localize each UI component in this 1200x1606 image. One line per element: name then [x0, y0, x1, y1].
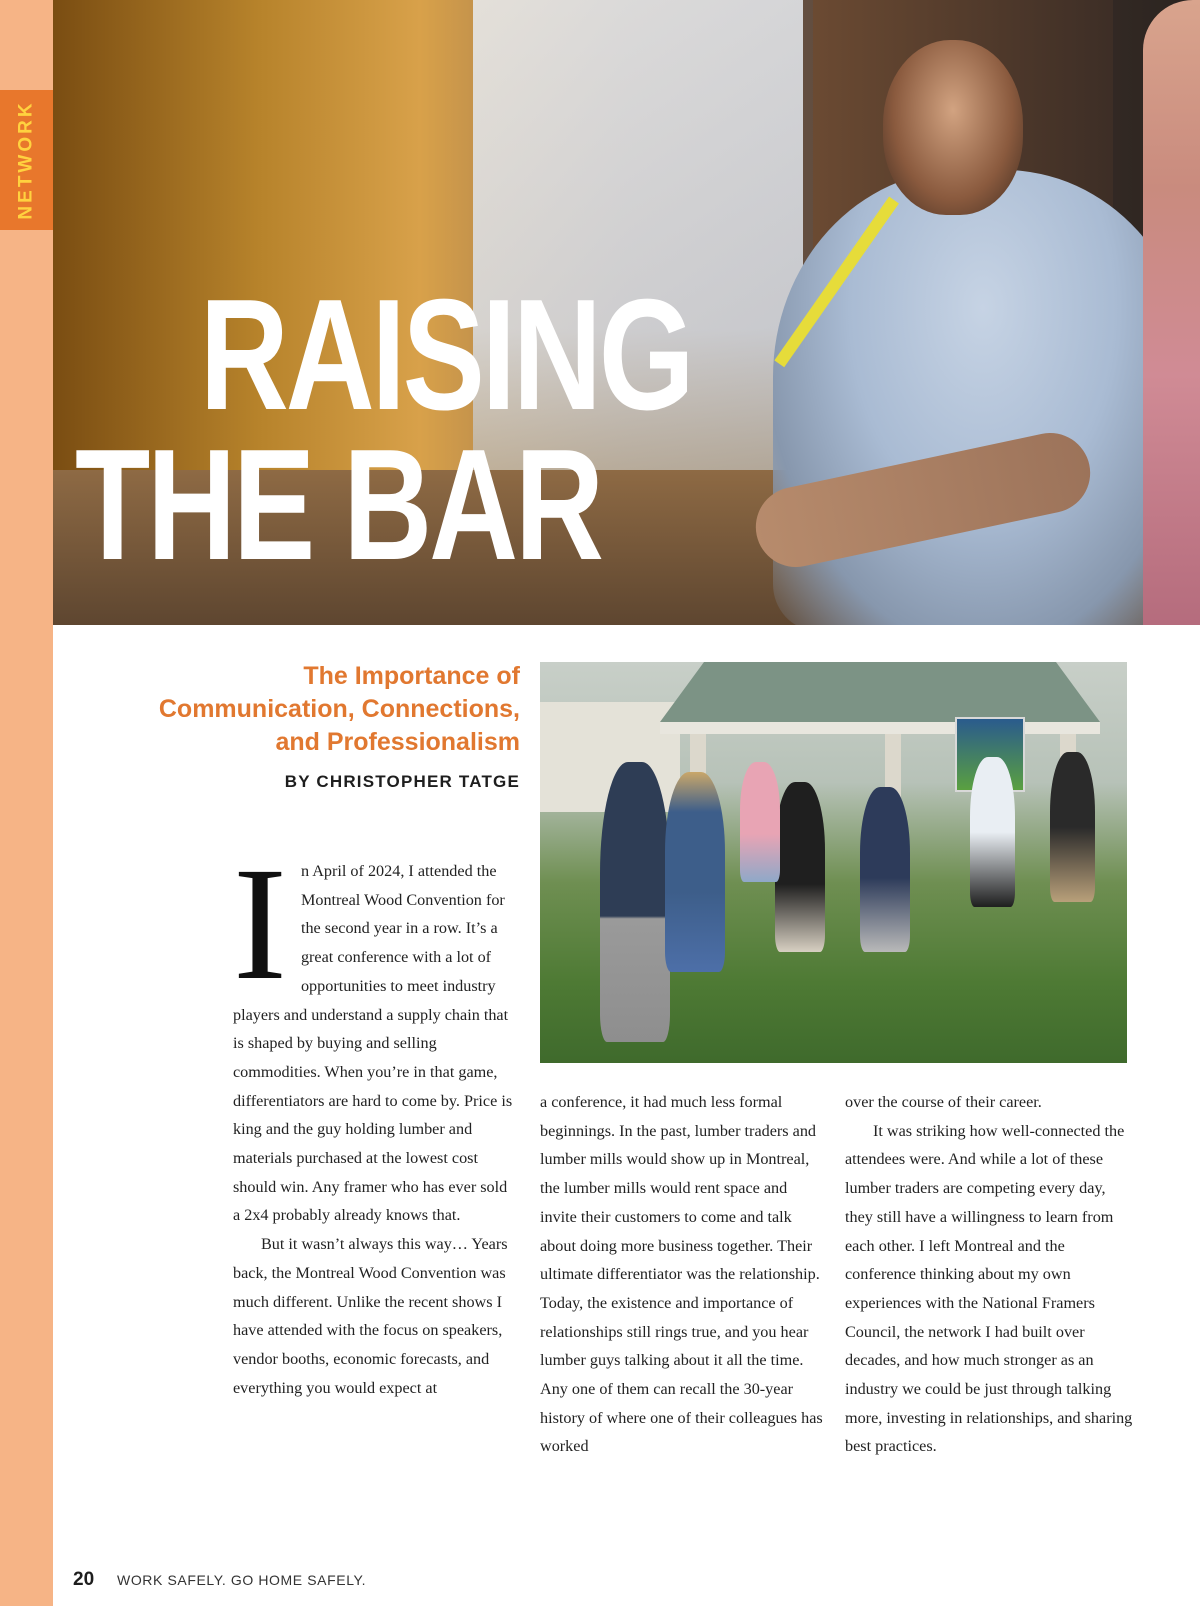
- photo-person: [775, 782, 825, 952]
- article-column-2: [540, 1088, 825, 1461]
- photo-person: [600, 762, 670, 1042]
- photo-person: [740, 762, 780, 882]
- article-paragraph: But it wasn’t always this way… Years back, the Montreal Wood Convention was much different. Unlike the recent shows I have attended with the focus on speakers, vendor booths, economic forecasts, and everything you would expect at: [233, 1235, 508, 1397]
- footer-tagline: WORK SAFELY. GO HOME SAFELY.: [117, 1572, 367, 1588]
- section-label: NETWORK: [15, 100, 37, 220]
- article-paragraph: a conference, it had much less formal beginnings. In the past, lumber traders and lumber mills would show up in Montreal, the lumber mills would rent space and invite their customers to come and talk about doing more business together. Their ultimate differentiator was the relationship. Today, the existence and importance of relationships still rings true, and you hear lumber guys talking about it all the time. Any one of them can recall the 30-year history of where one of their colleagues has worked: [540, 1093, 823, 1456]
- headline-line-1: RAISING: [199, 267, 692, 443]
- photo-person: [665, 772, 725, 972]
- section-tab: [0, 90, 53, 230]
- article-column-3: [845, 1088, 1135, 1461]
- photo-pavilion-roof: [660, 662, 1100, 722]
- photo-person: [970, 757, 1015, 907]
- article-paragraph: over the course of their career.: [845, 1093, 1042, 1111]
- subtitle-line-1: The Importance of: [303, 662, 520, 690]
- event-photo: [540, 662, 1127, 1063]
- article-paragraph: n April of 2024, I attended the Montreal Wood Convention for the second year in a row. It’s a great conference with a lot of opportunities to meet industry players and understand a supply chain that is shaped by buying and selling commodities. When you’re in that game, differentiators are hard to come by. Price is king and the guy holding lumber and materials purchased at the lowest cost should win. Any framer who has ever sold a 2x4 probably already knows that.: [233, 862, 513, 1225]
- article-column-1: [233, 835, 515, 1402]
- photo-person: [1050, 752, 1095, 902]
- drop-cap: I: [233, 835, 287, 1014]
- page-number: 20: [73, 1569, 95, 1590]
- article-paragraph: It was striking how well-connected the attendees were. And while a lot of these lumber traders are competing every day, they still have a willingness to learn from each other. I left Montreal and the conference thinking about my own experiences with the National Framers Council, the network I had built over decades, and how much stronger as an industry we could be just through talking more, investing in relationships, and sharing best practices.: [845, 1121, 1133, 1456]
- photo-person: [860, 787, 910, 952]
- subtitle: [110, 660, 520, 759]
- subtitle-line-2: Communication, Connections,: [158, 695, 520, 723]
- headline-line-2: THE BAR: [75, 417, 601, 593]
- hero-neighbor-figure: [1143, 0, 1200, 625]
- byline: BY CHRISTOPHER TATGE: [284, 772, 520, 791]
- subtitle-line-3: and Professionalism: [275, 728, 520, 756]
- hero-speaker-head: [883, 40, 1023, 215]
- photo-pavilion-eave: [660, 722, 1100, 734]
- left-margin-strip: [0, 0, 53, 1606]
- headline: [75, 267, 692, 593]
